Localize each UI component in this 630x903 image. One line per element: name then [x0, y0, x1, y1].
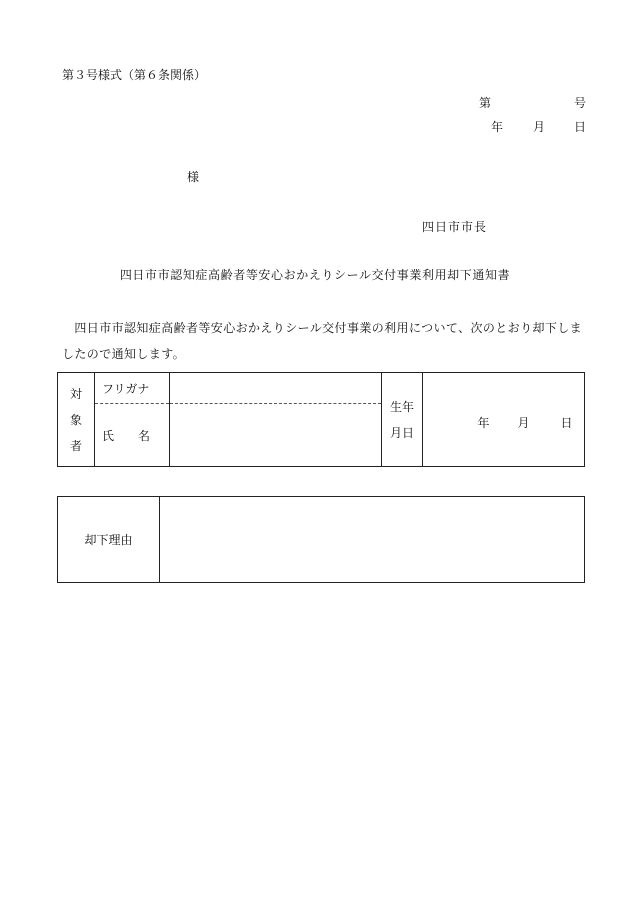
form-number: 第３号様式（第６条関係） [62, 68, 207, 82]
subject-label-cell [58, 373, 95, 467]
issue-date-month: 月 [533, 120, 546, 134]
furigana-label: フリガナ [95, 373, 170, 404]
birthdate-day: 日 [560, 415, 573, 430]
rejection-reason-field[interactable] [160, 497, 585, 583]
subject-info-table [57, 372, 585, 467]
furigana-field[interactable] [170, 373, 382, 404]
recipient-honorific: 様 [187, 170, 200, 184]
subject-label-char: 対 [69, 386, 82, 401]
document-title: 四日市市認知症高齢者等安心おかえりシール交付事業利用却下通知書 [119, 268, 511, 282]
document-body: 四日市市認知症高齢者等安心おかえりシール交付事業の利用について、次のとおり却下しましたので通知します。 [62, 321, 583, 361]
name-field[interactable] [170, 404, 382, 467]
name-label: 氏 名 [95, 404, 170, 467]
birthdate-month: 月 [517, 415, 530, 430]
document-number-suffix: 号 [574, 96, 587, 110]
issue-date-year: 年 [491, 120, 504, 134]
subject-label-char: 者 [69, 438, 82, 453]
issuer-title: 四日市市長 [422, 220, 488, 234]
birthdate-label-cell [382, 373, 423, 467]
birthdate-label-line: 月日 [389, 425, 414, 440]
birthdate-field[interactable] [423, 373, 585, 467]
document-number-prefix: 第 [479, 96, 492, 110]
birthdate-label-line: 生年 [389, 399, 414, 414]
rejection-reason-table [57, 496, 585, 583]
rejection-reason-label: 却下理由 [58, 497, 160, 583]
subject-label-char: 象 [69, 412, 82, 427]
birthdate-year: 年 [477, 415, 490, 430]
issue-date-day: 日 [574, 120, 587, 134]
